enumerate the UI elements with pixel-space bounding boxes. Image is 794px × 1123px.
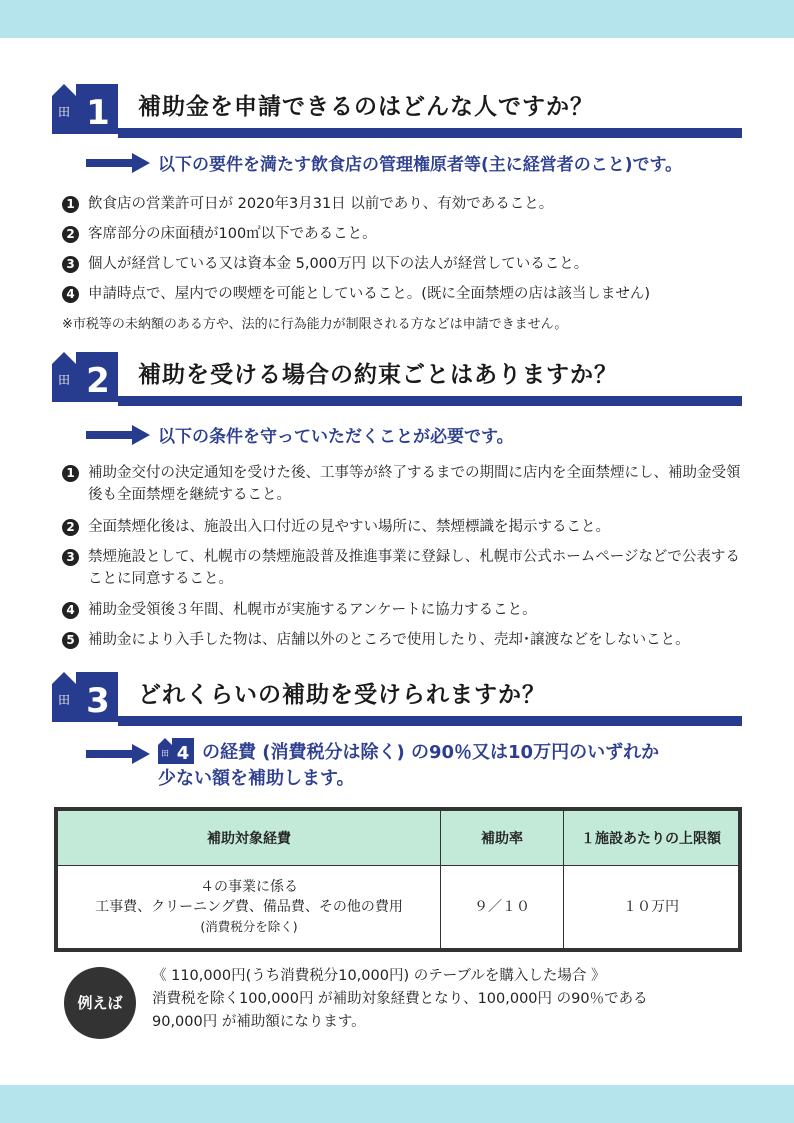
- section-1-title: 補助金を申請できるのはどんな人ですか？: [138, 94, 594, 120]
- expense-line-3: (消費税分を除く): [200, 919, 298, 934]
- item-text: 禁煙施設として、札幌市の禁煙施設普及推進事業に登録し、札幌市公式ホームページなどで公表することに同意すること。: [88, 549, 740, 587]
- item-text: 客席部分の床面積が100㎡以下であること。: [88, 226, 377, 242]
- ref-number: 4: [176, 743, 190, 764]
- header-rate: 補助率: [441, 811, 564, 866]
- table-row: [58, 866, 738, 949]
- section-2-number: 2: [86, 361, 110, 401]
- mini-house-glyph: 田: [161, 749, 169, 758]
- section-1-number: 1: [86, 93, 110, 133]
- section-1-header: [52, 84, 742, 136]
- cell-limit: １０万円: [564, 866, 739, 949]
- top-band: [0, 0, 794, 38]
- item-number: 2: [62, 226, 79, 243]
- expense-line-1: ４の事業に係る: [200, 879, 298, 895]
- section-1-subtitle: 以下の要件を満たす飲食店の管理権原者等(主に経営者のこと)です。: [158, 155, 683, 175]
- section-1-note: ※市税等の未納額のある方や、法的に行為能力が制限される方などは申請できません。: [62, 317, 568, 332]
- item-text: 補助金交付の決定通知を受けた後、工事等が終了するまでの期間に店内を全面禁煙にし、補助金受領後も全面禁煙を継続すること。: [88, 465, 741, 503]
- house-icon: [52, 672, 118, 722]
- bottom-band: [0, 1085, 794, 1123]
- example-line-1: 《 110,000円(うち消費税分10,000円) のテーブルを購入した場合 》: [152, 968, 606, 984]
- item-number: 4: [62, 286, 79, 303]
- section-1-rule: [118, 128, 742, 138]
- section-3-header: [52, 672, 742, 724]
- section-2-header: [52, 352, 742, 404]
- item-number: 1: [62, 465, 79, 482]
- item-number: 2: [62, 519, 79, 536]
- arrow-right-icon: [86, 153, 150, 173]
- item-number: 3: [62, 549, 79, 566]
- cell-rate: ９／１０: [441, 866, 564, 949]
- house-icon: [52, 352, 118, 402]
- house-glyph: 田: [57, 693, 71, 707]
- house-glyph: 田: [57, 373, 71, 387]
- example-line-3: 90,000円 が補助額になります。: [152, 1014, 366, 1030]
- cell-expense: [58, 866, 441, 949]
- item-number: 1: [62, 196, 79, 213]
- item-text: 補助金受領後３年間、札幌市が実施するアンケートに協力すること。: [88, 602, 537, 618]
- item-number: 4: [62, 602, 79, 619]
- section-3-number: 3: [86, 681, 110, 721]
- arrow-right-icon: [86, 744, 150, 764]
- item-text: 申請時点で、屋内での喫煙を可能としていること。(既に全面禁煙の店は該当しません): [88, 286, 651, 302]
- section-2-subtitle: 以下の条件を守っていただくことが必要です。: [158, 427, 514, 447]
- item-text: 個人が経営している又は資本金 5,000万円 以下の法人が経営していること。: [88, 256, 589, 272]
- item-number: 3: [62, 256, 79, 273]
- item-text: 飲食店の営業許可日が 2020年3月31日 以前であり、有効であること。: [88, 196, 554, 212]
- example-line-2: 消費税を除く100,000円 が補助対象経費となり、100,000円 の90％である: [152, 991, 648, 1007]
- house-icon: [52, 84, 118, 134]
- subsidy-table: [54, 807, 742, 952]
- example-text: [152, 965, 648, 1034]
- section-3-title: どれくらいの補助を受けられますか？: [138, 682, 546, 708]
- section-3-rule: [118, 716, 742, 726]
- mini-house-icon: [158, 738, 198, 764]
- expense-line-2: 工事費、クリーニング費、備品費、その他の費用: [95, 899, 403, 915]
- example-badge: 例えば: [64, 967, 136, 1039]
- item-text: 全面禁煙化後は、施設出入口付近の見やすい場所に、禁煙標識を掲示すること。: [88, 519, 610, 535]
- header-expense: 補助対象経費: [58, 811, 441, 866]
- item-text: 補助金により入手した物は、店舗以外のところで使用したり、売却･譲渡などをしないこと。: [88, 632, 690, 648]
- section-3-line-1: の経費 (消費税分は除く) の90％又は10万円のいずれか: [202, 742, 660, 763]
- section-2-rule: [118, 396, 742, 406]
- arrow-right-icon: [86, 425, 150, 445]
- table-header-row: [58, 811, 738, 866]
- header-limit: １施設あたりの上限額: [564, 811, 739, 866]
- house-glyph: 田: [57, 105, 71, 119]
- section-3-line-2: 少ない額を補助します。: [158, 768, 355, 789]
- item-number: 5: [62, 632, 79, 649]
- section-2-title: 補助を受ける場合の約束ごとはありますか？: [138, 362, 618, 388]
